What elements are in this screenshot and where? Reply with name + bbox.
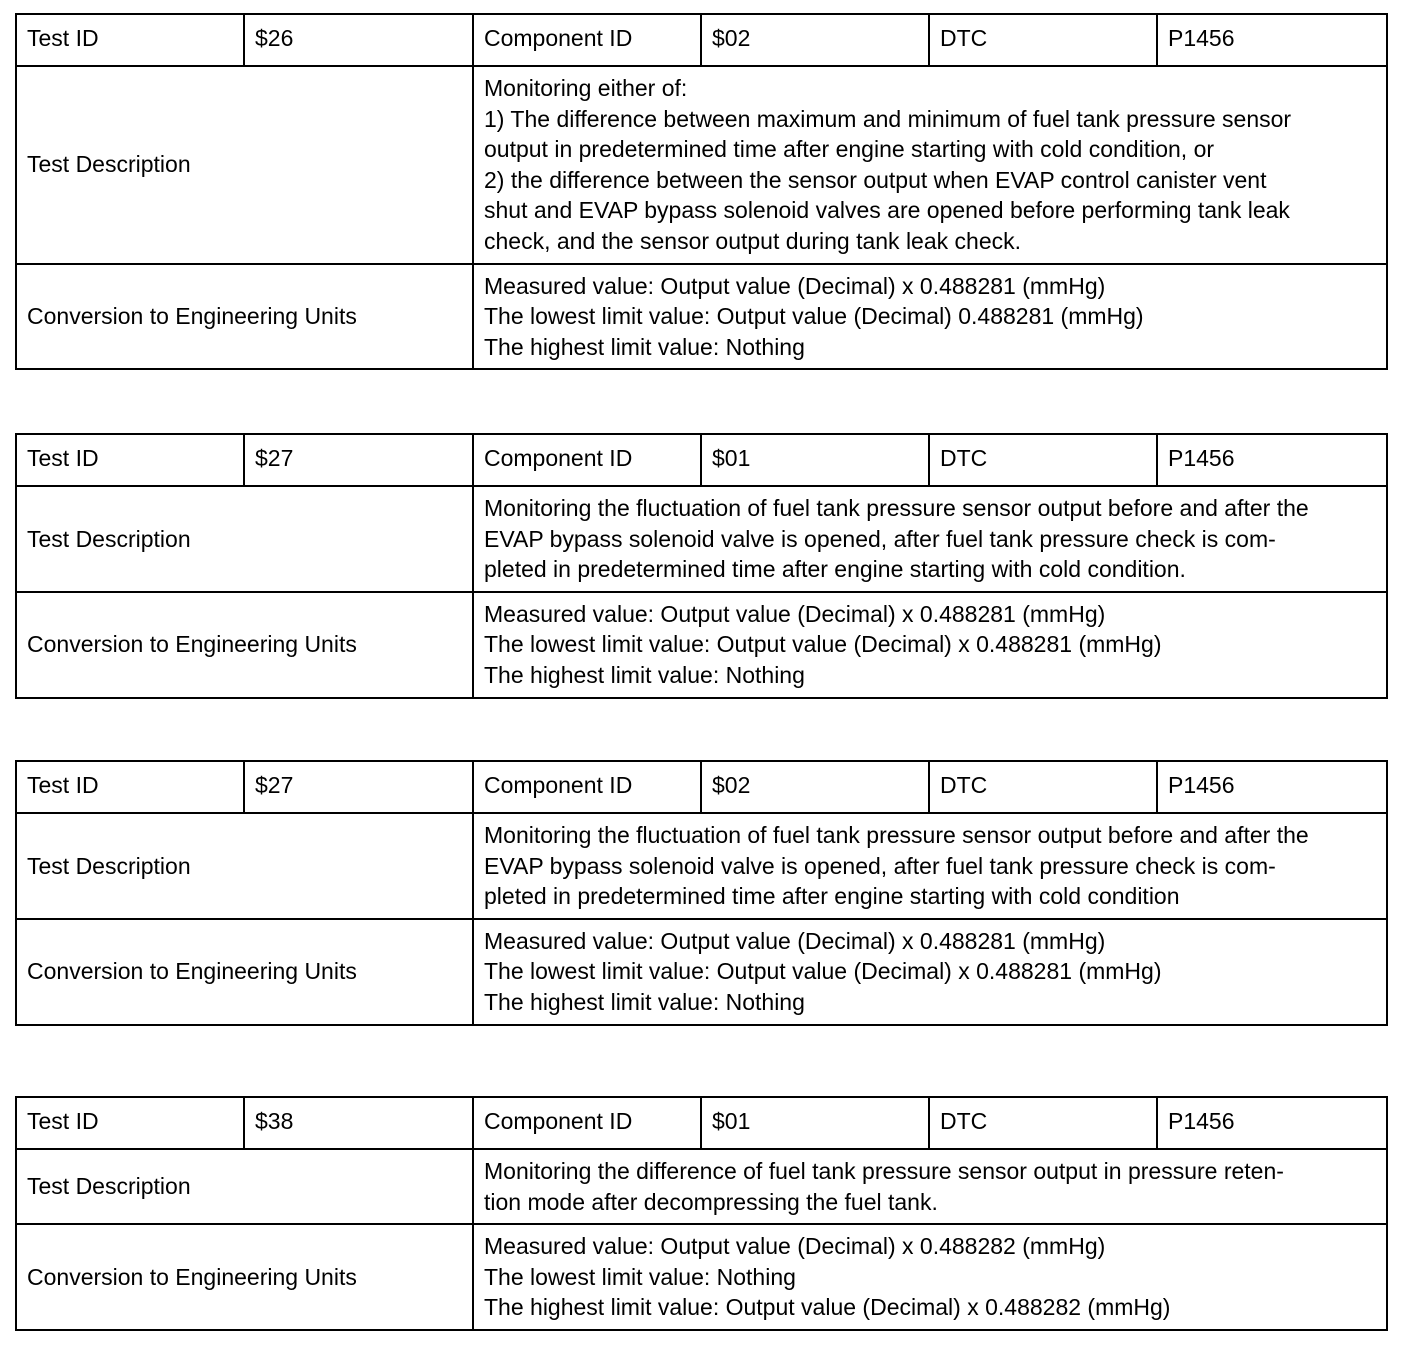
description-row <box>16 1149 1387 1224</box>
dtc-label: DTC <box>929 1097 1157 1149</box>
lowest-limit-line: The lowest limit value: Output value (Decimal) x 0.488281 (mmHg) <box>484 958 1162 985</box>
component-id-value: $01 <box>701 434 929 486</box>
highest-limit-line: The highest limit value: Nothing <box>484 988 805 1015</box>
conversion-text <box>473 1224 1387 1330</box>
conversion-row <box>16 592 1387 698</box>
description-line: 2) the difference between the sensor output when EVAP control canister vent <box>484 166 1267 193</box>
test-table-4 <box>15 1096 1388 1331</box>
conversion-label: Conversion to Engineering Units <box>16 592 473 698</box>
description-line: tion mode after decompressing the fuel tank. <box>484 1188 938 1215</box>
conversion-row <box>16 264 1387 370</box>
description-line: EVAP bypass solenoid valve is opened, after fuel tank pressure check is com- <box>484 525 1276 552</box>
measured-value-line: Measured value: Output value (Decimal) x 0.488281 (mmHg) <box>484 272 1106 299</box>
table-header-row <box>16 761 1387 813</box>
measured-value-line: Measured value: Output value (Decimal) x 0.488281 (mmHg) <box>484 600 1106 627</box>
description-line: pleted in predetermined time after engine starting with cold condition <box>484 883 1180 910</box>
component-id-value: $02 <box>701 761 929 813</box>
conversion-row <box>16 1224 1387 1330</box>
test-table-2 <box>15 433 1388 699</box>
test-id-label: Test ID <box>16 434 244 486</box>
test-description-label: Test Description <box>16 486 473 592</box>
conversion-label: Conversion to Engineering Units <box>16 1224 473 1330</box>
conversion-label: Conversion to Engineering Units <box>16 919 473 1025</box>
description-line: pleted in predetermined time after engine starting with cold condition. <box>484 556 1186 583</box>
table-header-row <box>16 1097 1387 1149</box>
test-id-label: Test ID <box>16 1097 244 1149</box>
description-line: check, and the sensor output during tank leak check. <box>484 227 1021 254</box>
description-line: Monitoring either of: <box>484 75 688 101</box>
component-id-label: Component ID <box>473 434 701 486</box>
measured-value-line: Measured value: Output value (Decimal) x 0.488281 (mmHg) <box>484 927 1106 954</box>
dtc-value: P1456 <box>1157 761 1387 813</box>
test-description-label: Test Description <box>16 813 473 919</box>
dtc-label: DTC <box>929 761 1157 813</box>
conversion-text <box>473 264 1387 370</box>
dtc-label: DTC <box>929 14 1157 66</box>
conversion-text <box>473 592 1387 698</box>
test-id-label: Test ID <box>16 761 244 813</box>
description-line: Monitoring the fluctuation of fuel tank pressure sensor output before and after the <box>484 495 1309 521</box>
lowest-limit-line: The lowest limit value: Output value (Decimal) x 0.488281 (mmHg) <box>484 631 1162 658</box>
dtc-value: P1456 <box>1157 1097 1387 1149</box>
test-description-text <box>473 813 1387 919</box>
component-id-value: $01 <box>701 1097 929 1149</box>
component-id-label: Component ID <box>473 761 701 813</box>
conversion-row <box>16 919 1387 1025</box>
component-id-label: Component ID <box>473 14 701 66</box>
dtc-label: DTC <box>929 434 1157 486</box>
test-table-3 <box>15 760 1388 1026</box>
description-line: EVAP bypass solenoid valve is opened, after fuel tank pressure check is com- <box>484 852 1276 879</box>
lowest-limit-line: The lowest limit value: Nothing <box>484 1263 796 1290</box>
test-description-text <box>473 486 1387 592</box>
description-row <box>16 486 1387 592</box>
test-description-label: Test Description <box>16 1149 473 1224</box>
test-id-value: $38 <box>244 1097 473 1149</box>
description-line: shut and EVAP bypass solenoid valves are opened before performing tank leak <box>484 197 1290 224</box>
test-id-value: $27 <box>244 434 473 486</box>
component-id-value: $02 <box>701 14 929 66</box>
table-header-row <box>16 434 1387 486</box>
table-header-row <box>16 14 1387 66</box>
test-description-text <box>473 1149 1387 1224</box>
description-line: Monitoring the difference of fuel tank pressure sensor output in pressure reten- <box>484 1158 1284 1184</box>
dtc-value: P1456 <box>1157 14 1387 66</box>
dtc-value: P1456 <box>1157 434 1387 486</box>
test-id-value: $27 <box>244 761 473 813</box>
description-line: 1) The difference between maximum and minimum of fuel tank pressure sensor <box>484 105 1292 132</box>
highest-limit-line: The highest limit value: Nothing <box>484 333 805 360</box>
highest-limit-line: The highest limit value: Nothing <box>484 661 805 688</box>
description-line: Monitoring the fluctuation of fuel tank pressure sensor output before and after the <box>484 822 1309 848</box>
component-id-label: Component ID <box>473 1097 701 1149</box>
description-line: output in predetermined time after engine starting with cold condition, or <box>484 136 1215 163</box>
measured-value-line: Measured value: Output value (Decimal) x 0.488282 (mmHg) <box>484 1233 1106 1260</box>
description-row <box>16 66 1387 264</box>
test-description-label: Test Description <box>16 66 473 264</box>
conversion-text <box>473 919 1387 1025</box>
description-row <box>16 813 1387 919</box>
lowest-limit-line: The lowest limit value: Output value (Decimal) 0.488281 (mmHg) <box>484 303 1144 330</box>
conversion-label: Conversion to Engineering Units <box>16 264 473 370</box>
test-id-label: Test ID <box>16 14 244 66</box>
test-id-value: $26 <box>244 14 473 66</box>
highest-limit-line: The highest limit value: Output value (Decimal) x 0.488282 (mmHg) <box>484 1294 1171 1321</box>
test-table-1 <box>15 13 1388 370</box>
test-description-text <box>473 66 1387 264</box>
